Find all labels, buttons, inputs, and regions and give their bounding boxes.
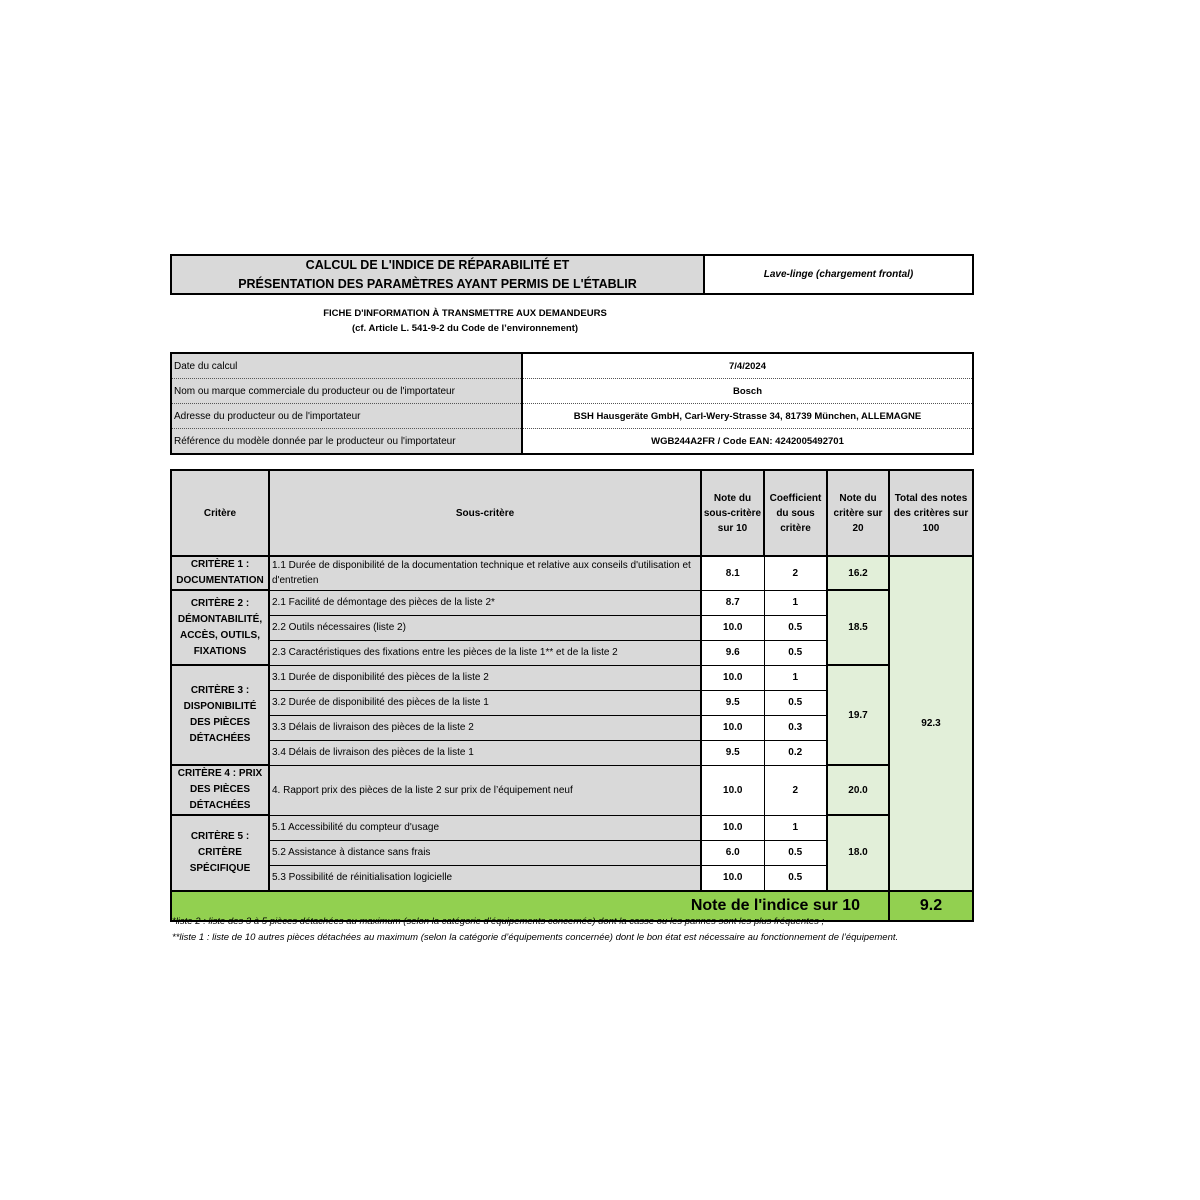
subcriterion-label: 3.4 Délais de livraison des pièces de la liste 1 [269,740,701,765]
header-coefficient: Coefficient du sous critère [764,470,827,556]
criterion-name: CRITÈRE 4 : PRIX DES PIÈCES DÉTACHÉES [171,765,269,815]
subcriterion-label: 5.1 Accessibilité du compteur d'usage [269,815,701,840]
subcriterion-coef: 0.5 [764,690,827,715]
info-value: Bosch [522,379,973,404]
subcriterion-note: 8.7 [701,590,764,615]
info-label: Adresse du producteur ou de l'importateur [171,404,522,429]
table-row [171,815,973,840]
subcriterion-coef: 2 [764,765,827,815]
header-note-sous-critere: Note du sous-critère sur 10 [701,470,764,556]
product-type: Lave-linge (chargement frontal) [763,269,914,280]
subcriterion-coef: 0.5 [764,865,827,891]
info-value: WGB244A2FR / Code EAN: 4242005492701 [651,435,844,447]
subcriterion-note: 10.0 [701,665,764,690]
subcriterion-label: 3.1 Durée de disponibilité des pièces de la liste 2 [269,665,701,690]
header-box [170,254,974,295]
table-row [171,665,973,690]
header-note-critere: Note du critère sur 20 [827,470,889,556]
info-value: 7/4/2024 [522,353,973,379]
document-title [172,256,705,293]
criterion-note: 19.7 [827,665,889,765]
subcriterion-note: 10.0 [701,615,764,640]
subcriterion-coef: 1 [764,590,827,615]
subcriterion-label: 5.3 Possibilité de réinitialisation logicielle [269,865,701,891]
table-header-row [171,470,973,556]
subcriterion-label: 2.1 Facilité de démontage des pièces de la liste 2* [269,590,701,615]
subcriterion-note: 9.5 [701,740,764,765]
subcriterion-coef: 0.5 [764,640,827,665]
subcriterion-coef: 0.5 [764,615,827,640]
info-row-date [171,353,973,379]
subcriterion-label: 3.3 Délais de livraison des pièces de la liste 2 [269,715,701,740]
header-sous-critere: Sous-critère [269,470,701,556]
info-row-brand [171,379,973,404]
criterion-note: 20.0 [827,765,889,815]
fiche-line-1: FICHE D'INFORMATION À TRANSMETTRE AUX DEMANDEURS [323,308,607,319]
subcriterion-note: 8.1 [701,556,764,590]
subcriterion-label: 1.1 Durée de disponibilité de la documentation technique et relative aux conseils d'utilisation et d'entretien [269,556,701,590]
subcriterion-coef: 0.3 [764,715,827,740]
info-table [170,352,974,455]
subcriterion-coef: 0.5 [764,840,827,865]
subcriterion-label: 4. Rapport prix des pièces de la liste 2 sur prix de l’équipement neuf [269,765,701,815]
info-label: Date du calcul [171,353,522,379]
header-total: Total des notes des critères sur 100 [889,470,973,556]
criterion-name: CRITÈRE 5 : CRITÈRE SPÉCIFIQUE [171,815,269,891]
subcriterion-note: 9.5 [701,690,764,715]
subcriterion-note: 10.0 [701,815,764,840]
criterion-note: 16.2 [827,556,889,590]
info-label: Référence du modèle donnée par le producteur ou l'importateur [171,429,522,455]
subcriterion-coef: 1 [764,665,827,690]
table-row [171,590,973,615]
subcriterion-label: 2.3 Caractéristiques des fixations entre les pièces de la liste 1** et de la liste 2 [269,640,701,665]
total-notes: 92.3 [889,556,973,891]
repairability-table [170,469,974,922]
subcriterion-note: 10.0 [701,765,764,815]
title-line-2: PRÉSENTATION DES PARAMÈTRES AYANT PERMIS DE L'ÉTABLIR [238,276,637,291]
final-score-value: 9.2 [889,891,973,921]
criterion-note: 18.0 [827,815,889,891]
subcriterion-coef: 2 [764,556,827,590]
subcriterion-label: 3.2 Durée de disponibilité des pièces de la liste 1 [269,690,701,715]
subcriterion-note: 10.0 [701,715,764,740]
criterion-name: CRITÈRE 3 : DISPONIBILITÉ DES PIÈCES DÉTACHÉES [171,665,269,765]
criterion-note: 18.5 [827,590,889,665]
footnotes [172,914,992,945]
fiche-heading [170,306,760,336]
subcriterion-coef: 1 [764,815,827,840]
subcriterion-note: 6.0 [701,840,764,865]
table-row [171,765,973,815]
footnote-2: **liste 1 : liste de 10 autres pièces détachées au maximum (selon la catégorie d’équipements concernée) dont le bon état est nécessaire au fonctionnement de l’équipement. [172,931,899,943]
header-critere: Critère [171,470,269,556]
subcriterion-coef: 0.2 [764,740,827,765]
info-label: Nom ou marque commerciale du producteur ou de l'importateur [171,379,522,404]
info-row-address [171,404,973,429]
table-row [171,556,973,590]
fiche-line-2: (cf. Article L. 541-9-2 du Code de l’environnement) [351,323,579,334]
info-value: BSH Hausgeräte GmbH, Carl-Wery-Strasse 34, 81739 München, ALLEMAGNE [522,404,973,429]
subcriterion-note: 9.6 [701,640,764,665]
footnote-1: *liste 2 : liste des 3 à 5 pièces détachées au maximum (selon la catégorie d’équipements concernée) dont la casse ou les pannes sont les plus fréquentes ; [172,916,825,927]
criterion-name: CRITÈRE 2 : DÉMONTABILITÉ, ACCÈS, OUTILS, FIXATIONS [171,590,269,665]
subcriterion-label: 2.2 Outils nécessaires (liste 2) [269,615,701,640]
title-line-1: CALCUL DE L'INDICE DE RÉPARABILITÉ ET [305,257,570,272]
criterion-name: CRITÈRE 1 : DOCUMENTATION [171,556,269,590]
subcriterion-note: 10.0 [701,865,764,891]
info-row-reference [171,429,973,455]
subcriterion-label: 5.2 Assistance à distance sans frais [269,840,701,865]
final-score-label: Note de l'indice sur 10 [171,891,889,921]
